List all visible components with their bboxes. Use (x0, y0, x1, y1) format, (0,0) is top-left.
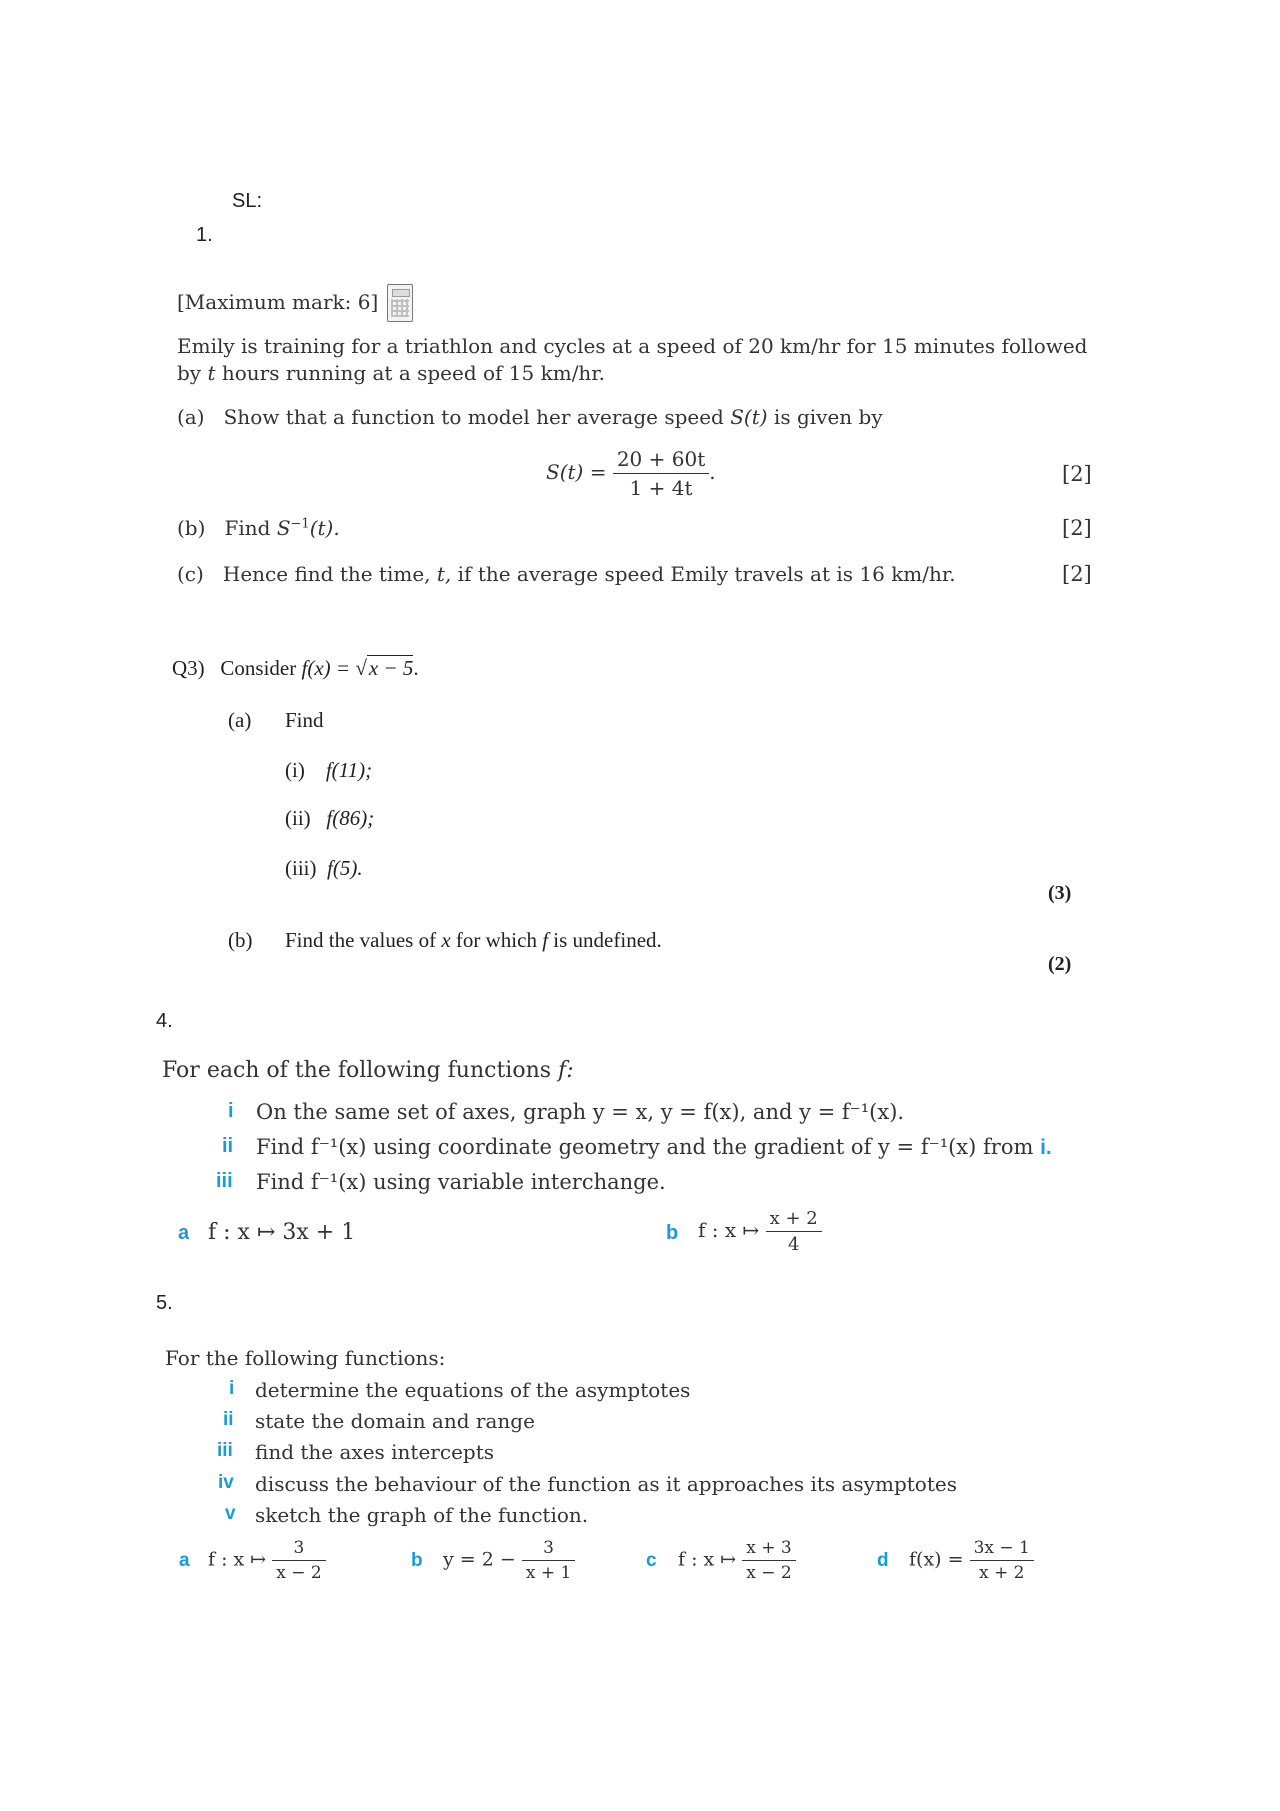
q3-part-b-marks: (2) (1048, 953, 1072, 975)
q5-part-label: b (411, 1550, 423, 1571)
question-5-number: 5. (156, 1292, 173, 1314)
q4-part-a-expr: f : x ↦ 3x + 1 (208, 1220, 356, 1245)
q3-stem: Q3) Consider f(x) = √x − 5. (172, 656, 419, 680)
q4-item-text: On the same set of axes, graph y = x, y = f(x), and y = f⁻¹(x). (256, 1100, 905, 1124)
calculator-icon (387, 284, 413, 322)
q4-item-text: Find f⁻¹(x) using variable interchange. (256, 1170, 666, 1194)
max-mark-label: [Maximum mark: 6] (177, 290, 379, 314)
q3-part-b-label: (b) (228, 928, 253, 952)
q5-part-label: a (179, 1550, 190, 1571)
q5-part-label: d (877, 1550, 889, 1571)
q5-item-label: v (225, 1503, 236, 1524)
q5-part-expr: f(x) = $\frac{3x - 1}{x + 2}$ (909, 1538, 1034, 1583)
q1-intro-line-1: Emily is training for a triathlon and cycles at a speed of 20 km/hr for 15 minutes followed (177, 334, 1088, 358)
q1-intro-line-2: by t hours running at a speed of 15 km/hr. (177, 361, 606, 385)
q4-part-a-label: a (178, 1222, 190, 1244)
q5-part-expr: f : x ↦ $\frac{3}{x - 2}$ (208, 1538, 326, 1583)
q5-item-text: determine the equations of the asymptotes (255, 1378, 691, 1402)
q3-part-a-marks: (3) (1048, 882, 1072, 904)
q1-part-a-marks: [2] (1062, 462, 1092, 486)
q3-item: (ii) f(86); (285, 806, 375, 830)
q5-item-text: find the axes intercepts (255, 1440, 495, 1464)
q5-item-label: ii (223, 1409, 234, 1430)
q5-part-expr: f : x ↦ $\frac{x + 3}{x - 2}$ (678, 1538, 796, 1583)
q1-part-b-marks: [2] (1062, 516, 1092, 540)
q1-part-c: (c) Hence find the time, t, if the average speed Emily travels at is 16 km/hr. (177, 562, 956, 586)
q1-part-a: (a) Show that a function to model her average speed S(t) is given by (177, 405, 883, 429)
q5-intro: For the following functions: (165, 1346, 446, 1370)
q3-item: (i) f(11); (285, 758, 373, 782)
q5-item-label: iv (218, 1472, 234, 1493)
q4-item-label: ii (222, 1135, 234, 1157)
q4-intro: For each of the following functions f: (162, 1058, 574, 1083)
question-4-number: 4. (156, 1010, 173, 1032)
q1-part-b: (b) Find $S^{-1}(t)$. (177, 516, 340, 540)
question-1-number: 1. (196, 224, 213, 246)
q5-item-text: state the domain and range (255, 1409, 535, 1433)
q4-item-label: i (228, 1100, 234, 1122)
q3-part-a-label: (a) (228, 708, 252, 732)
sl-label: SL: (232, 190, 263, 212)
q5-item-label: iii (217, 1440, 233, 1461)
q1-part-c-marks: [2] (1062, 562, 1092, 586)
q1-formula: S(t) = $\frac{20 + 60t}{1 + 4t}$ . (546, 447, 716, 500)
q3-part-a-text: Find (285, 708, 324, 732)
q5-item-text: discuss the behaviour of the function as it approaches its asymptotes (255, 1472, 957, 1496)
q4-item-text: Find f⁻¹(x) using coordinate geometry and the gradient of y = f⁻¹(x) from i. (256, 1135, 1052, 1159)
q5-part-expr: y = 2 − $\frac{3}{x + 1}$ (443, 1538, 575, 1583)
q5-item-text: sketch the graph of the function. (255, 1503, 589, 1527)
q3-part-b-text: Find the values of x for which f is undefined. (285, 928, 662, 952)
q4-part-b-expr: f : x ↦ $\frac{x + 2}{4}$ (698, 1208, 822, 1255)
q4-item-label: iii (216, 1170, 233, 1192)
q5-item-label: i (229, 1378, 235, 1399)
q4-part-b-label: b (666, 1222, 679, 1244)
q5-part-label: c (646, 1550, 657, 1571)
q3-item: (iii) f(5). (285, 856, 363, 880)
